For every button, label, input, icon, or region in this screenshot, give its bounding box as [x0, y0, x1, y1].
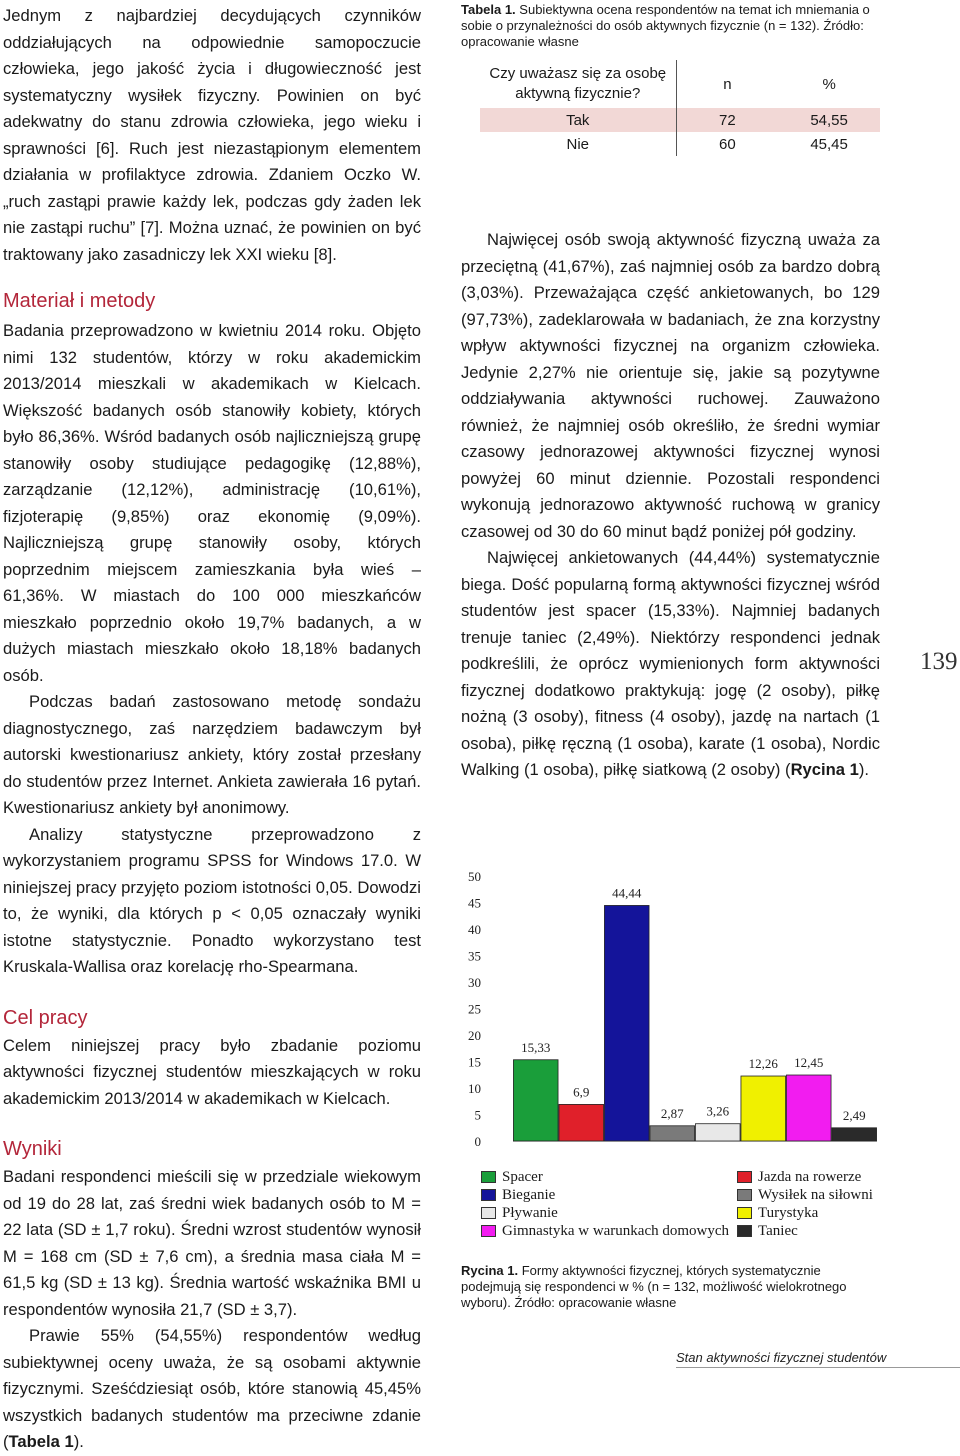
- legend-item: [481, 1168, 543, 1186]
- table-header-pct: %: [822, 75, 836, 93]
- bar-3: [604, 905, 649, 1141]
- y-tick-label: 50: [468, 869, 481, 884]
- y-tick-label: 10: [468, 1081, 481, 1096]
- figure-reference: Rycina 1: [790, 760, 859, 779]
- legend-swatch: [481, 1189, 496, 1201]
- bar-6: [741, 1076, 786, 1141]
- figure-label: Rycina 1.: [461, 1263, 519, 1278]
- right-paragraph-2-end: ).: [858, 760, 869, 779]
- legend-item: [481, 1186, 555, 1204]
- legend-label: Turystyka: [758, 1205, 819, 1221]
- legend-item: [737, 1222, 798, 1240]
- table-cell-pct: 45,45: [810, 135, 848, 153]
- table-label: Tabela 1.: [461, 2, 516, 17]
- y-tick-label: 35: [468, 948, 481, 964]
- legend-label: Jazda na rowerze: [758, 1169, 862, 1185]
- bar-value-label: 3,26: [706, 1103, 730, 1119]
- legend-swatch: [481, 1207, 496, 1219]
- table-cell-n: 60: [676, 132, 778, 156]
- y-tick-label: 45: [468, 895, 481, 911]
- legend-swatch: [737, 1189, 752, 1201]
- legend-item: [481, 1204, 558, 1222]
- results-paragraph-1: Badani respondenci mieścili się w przedziale wiekowym od 19 do 28 lat, zaś średni wiek badanych osób to M = 22 lata (SD ± 1,7 roku). Średni wzrost studentów wynosił M = 168 cm (SD ± 7,6 cm), a średnia masa ciała M = 61,5 kg (SD ± 13 kg). Średnia wartość wskaźnika BMI u respondentów wynosiła 21,7 (SD ± 3,7).: [3, 1167, 421, 1319]
- bar-7: [786, 1075, 831, 1141]
- legend-item: [481, 1222, 729, 1240]
- table-header-n: n: [676, 60, 778, 108]
- figure-caption: [461, 1263, 881, 1311]
- footer-rule: [676, 1367, 960, 1368]
- table-cell-answer: Nie: [566, 135, 590, 153]
- intro-paragraph: Jednym z najbardziej decydujących czynników oddziałujących na odpowiednie samopoczucie człowieka, jego jakość życia i długowieczność jest systematyczny wysiłek fizyczny. Powinien on być adekwatny do stanu zdrowia człowieka, jego wieku i sprawności [6]. Ruch jest niezastąpionym elementem działania w profilaktyce zdrowia. Zdaniem Oczko W. „ruch zastąpi prawie każdy lek, podczas gdy żaden lek nie zastąpi ruchu” [7]. Można uznać, że powinien on być traktowany jako zasadniczy lek XXI wieku [8].: [3, 6, 421, 264]
- aim-heading: Cel pracy: [3, 1006, 88, 1029]
- bar-1: [513, 1060, 558, 1141]
- bar-value-label: 6,9: [573, 1084, 590, 1100]
- legend-item: [737, 1186, 873, 1204]
- bar-value-label: 12,26: [748, 1056, 778, 1072]
- table-row: [480, 108, 880, 132]
- materials-paragraph-3: Analizy statystyczne przeprowadzono z wykorzystaniem programu SPSS for Windows 17.0. W niniejszej pracy przyjęto poziom istotności 0,05. Dowodzi to, że wyniki, dla których p < 0,05 oznaczały wyniki istotne statystycznie. Ponadto wykorzystano test Kruskala-Wallisa oraz korelację rho-Spearmana.: [3, 824, 421, 976]
- table-reference: Tabela 1: [8, 1432, 74, 1451]
- legend-item: [737, 1168, 861, 1186]
- bar-2: [559, 1104, 604, 1141]
- y-tick-label: 40: [468, 922, 481, 937]
- right-paragraph-1: Najwięcej osób swoją aktywność fizyczną uważa za przeciętną (41,67%), zaś najmniej osób za bardzo dobrą (3,03%). Przeważająca część ankietowanych, bo 129 (97,73%), zadeklarowała w badaniach, że zna korzystny wpływ aktywności fizycznej na organizm człowieka. Jedynie 2,27% nie orientuje się, jakie są pozytywne oddziaływania aktywności ruchowej. Zauważono również, że najmniej osób określiło, że średni wymiar czasowy jednorazowej aktywności fizycznej wynosi powyżej 60 minut dziennie. Pozostali respondenci wykonują jednorazowo aktywność ruchową w granicy czasowej od 30 do 60 minut bądź poniżej pół godziny.: [461, 230, 880, 541]
- legend-swatch: [481, 1225, 496, 1237]
- right-paragraph-2-text: Najwięcej ankietowanych (44,44%) systematycznie biega. Dość popularną formą aktywności fizycznej wśród studentów jest spacer (15,33%). Najmniej badanych trenuje taniec (2,49%). Niektórzy respondenci jednak podkreślili, że oprócz wymienionych form aktywności fizycznej dodatkowo praktykują: jogę (2 osoby), piłkę nożną (3 osoby), fitness (4 osoby), jazdę na nartach (1 osoba), piłkę ręczną (1 osoba), karate (1 osoba), Nordic Walking (1 osoba), piłkę siatkową (2 osoby) (: [461, 548, 880, 779]
- bar-value-label: 12,45: [794, 1055, 824, 1071]
- bar-4: [650, 1126, 695, 1141]
- bar-value-label: 2,87: [660, 1105, 684, 1121]
- y-tick-label: 5: [474, 1107, 481, 1123]
- page-number: 139: [920, 648, 958, 675]
- figure-caption-text: Formy aktywności fizycznej, których systematycznie podejmują się respondenci w % (n = 132, możliwość wielokrotnego wyboru). Źródło: opracowanie własne: [461, 1263, 847, 1310]
- bar-value-label: 44,44: [612, 885, 642, 901]
- running-footer: Stan aktywności fizycznej studentów: [676, 1350, 887, 1365]
- legend-label: Wysiłek na siłowni: [758, 1187, 873, 1203]
- table-header-question: Czy uważasz się za osobę aktywną fizycznie?: [489, 65, 667, 102]
- table-cell-pct: 54,55: [778, 108, 880, 132]
- legend-swatch: [737, 1171, 752, 1183]
- table-header-row: [480, 60, 880, 108]
- legend-swatch: [737, 1225, 752, 1237]
- legend-label: Spacer: [502, 1169, 543, 1185]
- table-1: [480, 60, 880, 156]
- bar-8: [832, 1128, 877, 1141]
- bar-5: [695, 1124, 740, 1141]
- right-paragraph-2: [461, 545, 880, 784]
- table-caption-text: Subiektywna ocena respondentów na temat ich mniemania o sobie o przynależności do osób aktywnych fizycznie (n = 132). Źródło: opracowanie własne: [461, 2, 870, 49]
- legend-label: Bieganie: [502, 1187, 556, 1203]
- table-row: [480, 132, 880, 156]
- y-tick-label: 15: [468, 1054, 481, 1070]
- table-cell-answer: Tak: [480, 108, 676, 132]
- legend-label: Taniec: [758, 1223, 798, 1239]
- results-heading: Wyniki: [3, 1138, 62, 1160]
- left-column: [3, 0, 421, 1456]
- right-column: [461, 0, 880, 784]
- bar-value-label: 15,33: [521, 1039, 551, 1055]
- results-paragraph-2-end: ).: [73, 1432, 84, 1451]
- legend-label: Pływanie: [502, 1205, 558, 1221]
- legend-swatch: [481, 1171, 496, 1183]
- aim-paragraph: Celem niniejszej pracy było zbadanie poziomu aktywności fizycznej studentów mieszkających w roku akademickim 2013/2014 w akademikach w Kielcach.: [3, 1035, 421, 1108]
- table-caption: [461, 2, 880, 50]
- table-cell-n: 72: [676, 108, 778, 132]
- y-tick-label: 0: [474, 1134, 481, 1149]
- legend-label: Gimnastyka w warunkach domowych: [502, 1223, 730, 1239]
- y-tick-label: 30: [468, 975, 481, 990]
- results-paragraph-2-text: Prawie 55% (54,55%) respondentów według subiektywnej oceny uważa, że są osobami aktywnie fizycznymi. Sześćdziesiąt osób, które stanowią 45,45% wszystkich badanych studentów ma przeciwne zdanie (: [3, 1326, 421, 1451]
- legend-swatch: [737, 1207, 752, 1219]
- materials-heading: Materiał i metody: [3, 290, 156, 312]
- materials-paragraph-1: Badania przeprowadzono w kwietniu 2014 roku. Objęto nimi 132 studentów, którzy w roku akademickim 2013/2014 mieszkali w akademikach w Kielcach. Większość badanych osób stanowiły kobiety, których było 86,36%. Wśród badanych osób najliczniejszą grupę stanowiły osoby studiujące pedagogikę (12,88%), zarządzanie (12,12%), administrację (10,61%), fizjoterapię (9,85%) oraz ekonomię (9,09%). Najliczniejszą grupę stanowiły osoby, których poprzednim miejscem zamieszkania była wieś – 61,36%. W miastach do 100 000 mieszkańców mieszkało poprzednio około 19,7% badanych, a w dużych miastach mieszkało około 18,18% badanych osób.: [3, 321, 421, 685]
- materials-paragraph-2: Podczas badań zastosowano metodę sondażu diagnostycznego, zaś narzędziem badawczym był autorski kwestionariusz ankiety, który został przesłany do studentów przez Internet. Ankieta zawierała 16 pytań. Kwestionariusz ankiety był anonimowy.: [3, 692, 421, 817]
- results-paragraph-2: [3, 1323, 421, 1456]
- legend-item: [737, 1204, 818, 1222]
- bar-chart: [455, 860, 885, 1160]
- y-tick-label: 20: [468, 1028, 481, 1043]
- bar-value-label: 2,49: [842, 1107, 866, 1123]
- y-tick-label: 25: [468, 1001, 481, 1017]
